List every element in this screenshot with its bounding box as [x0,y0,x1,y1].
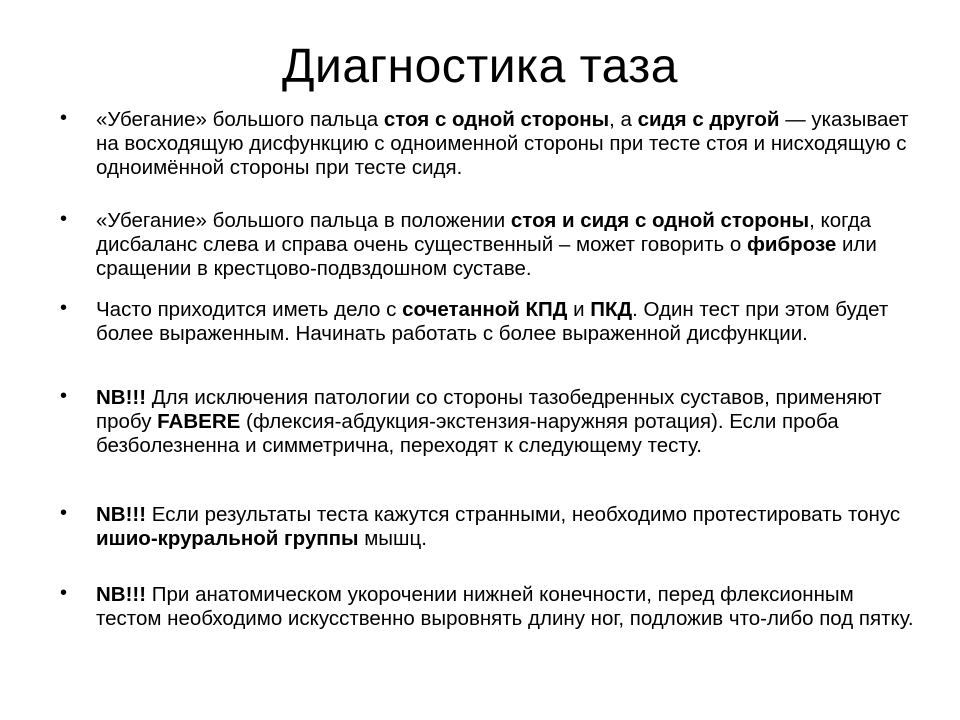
bullet-text-2 [96,209,920,281]
text-segment: При анатомическом укорочении нижней конечности, перед флексионным тестом необходимо искусственно выровнять длину ног, подложив что-либо под пятку. [96,583,914,630]
text-segment-bold: стоя и сидя с одной стороны [510,209,810,232]
bullet-icon: • [60,107,68,129]
text-segment-bold: NB!!! [96,583,147,606]
bullet-text-6 [96,583,920,631]
text-segment: , а [609,108,638,131]
text-segment: Часто приходится иметь дело с [96,298,403,321]
text-segment-bold: FABERE [157,410,241,433]
bullet-icon: • [60,385,68,407]
bullet-text-4 [96,386,920,458]
text-segment: . Один тест при этом будет более выраженным. Начинать работать с более выраженной дисфункции. [96,298,889,345]
text-segment-bold: стоя с одной стороны [383,108,610,131]
text-segment-bold: фиброзе [746,233,837,256]
text-segment: , когда дисбаланс слева и справа очень существенный – может говорить о [96,209,872,256]
bullet-text-5 [96,503,920,551]
text-segment: или сращении в крестцово-подвздошном суставе. [96,233,877,280]
text-segment-bold: сочетанной КПД [402,298,568,321]
bullet-icon: • [60,208,68,230]
bullet-icon: • [60,297,68,319]
text-segment: «Убегание» большого пальца в положении [96,209,511,232]
text-segment: «Убегание» большого пальца [96,108,384,131]
text-segment-bold: сидя с другой [637,108,780,131]
text-segment: (флексия-абдукция-экстензия-наружняя ротация). Если проба безболезненна и симметрична, переходят к следующему тесту. [96,410,839,457]
text-segment-bold: ПКД [590,298,633,321]
bullet-icon: • [60,502,68,524]
bullet-icon: • [60,582,68,604]
text-segment: Для исключения патологии со стороны тазобедренных суставов, применяют пробу [96,386,882,433]
slide-title: Диагностика таза [282,40,678,93]
text-segment: мышц. [358,527,427,550]
text-segment: — указывает на восходящую дисфункцию с одноименной стороны при тесте стоя и нисходящую с одноимённой стороны при тесте сидя. [96,108,909,179]
text-segment-bold: NB!!! [96,386,147,409]
text-segment: и [567,298,591,321]
bullet-text-1 [96,108,920,180]
bullet-text-3 [96,298,920,346]
text-segment-bold: ишио-круральной группы [96,527,359,550]
text-segment-bold: NB!!! [96,503,147,526]
text-segment: Если результаты теста кажутся странными, необходимо протестировать тонус [146,503,901,526]
